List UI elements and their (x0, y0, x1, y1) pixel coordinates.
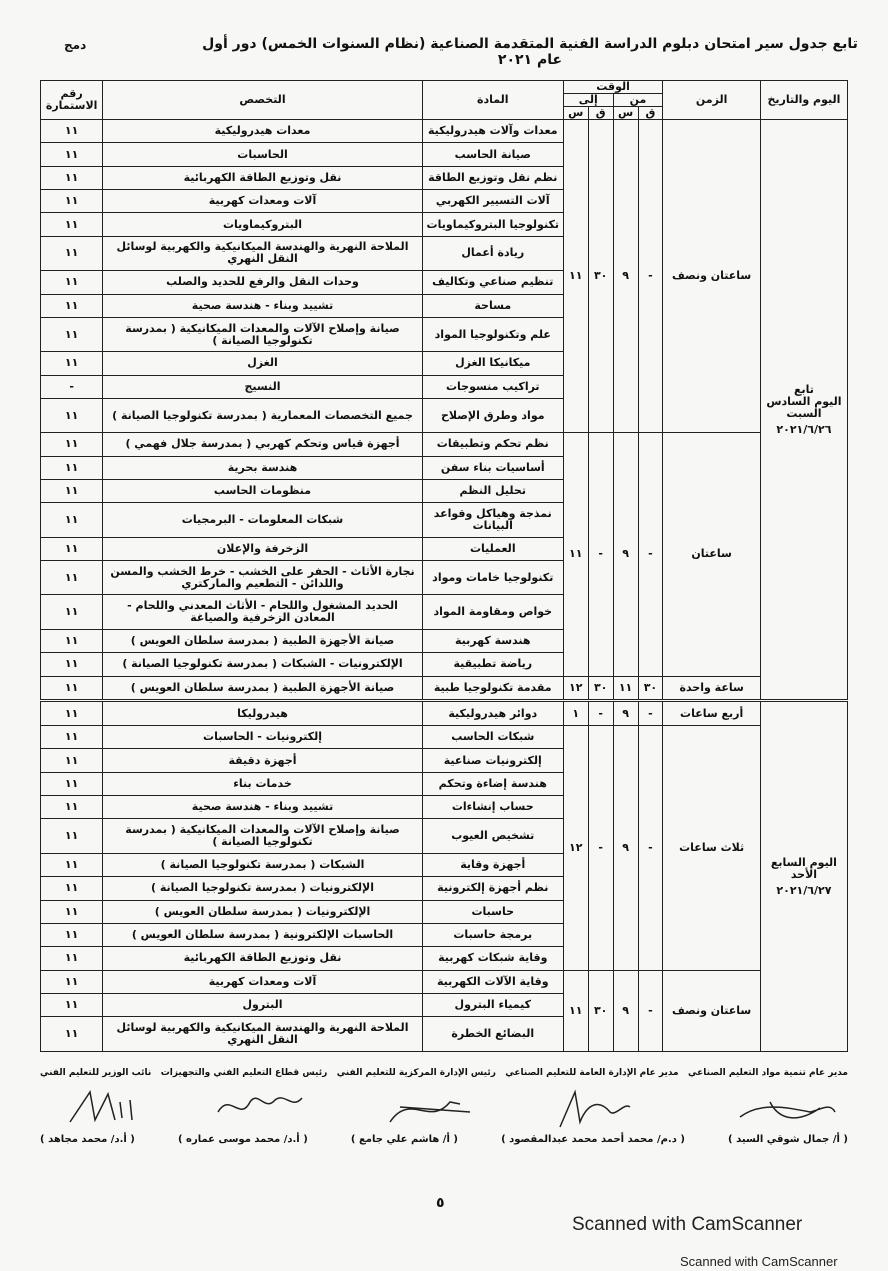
form-number-cell: ١١ (41, 271, 103, 294)
header-duration: الزمن (663, 81, 760, 120)
subject-cell: مساحة (422, 294, 563, 317)
form-number-cell: ١١ (41, 352, 103, 375)
to-hours: ١٢ (563, 726, 588, 971)
form-number-cell: ١١ (41, 629, 103, 652)
to-minutes: - (588, 433, 613, 676)
subject-cell: إلكترونيات صناعية (422, 749, 563, 772)
day-cell-saturday (760, 120, 847, 701)
specialization-cell: الإلكترونيات ( بمدرسة تكنولوجيا الصيانة ) (103, 877, 422, 900)
subject-cell: أساسيات بناء سفن (422, 456, 563, 479)
from-minutes: - (638, 726, 663, 971)
from-minutes: ٣٠ (638, 676, 663, 701)
table-row (41, 970, 848, 993)
specialization-cell: تشييد وبناء - هندسة صحية (103, 294, 422, 317)
to-hours: ١١ (563, 970, 588, 1051)
duration-cell: أربع ساعات (663, 701, 760, 726)
table-row (41, 676, 848, 701)
to-minutes: ٣٠ (588, 970, 613, 1051)
page-title: تابع جدول سير امتحان دبلوم الدراسة الفنية المتقدمة الصناعية (نظام السنوات الخمس) دور أول عام ٢٠٢١ (202, 36, 858, 68)
subject-cell: تشخيص العيوب (422, 819, 563, 853)
form-number-cell: ١١ (41, 456, 103, 479)
from-hours: ٩ (613, 970, 638, 1051)
subject-cell: تراكيب منسوجات (422, 375, 563, 398)
specialization-cell: صيانة وإصلاح الآلات والمعدات الميكانيكية ( بمدرسة تكنولوجيا الصيانة ) (103, 819, 422, 853)
subject-cell: ميكانيكا الغزل (422, 352, 563, 375)
signature-name: ( أ.د/ محمد مجاهد ) (40, 1134, 135, 1145)
subject-cell: معدات وآلات هيدروليكية (422, 120, 563, 143)
specialization-cell: جميع التخصصات المعمارية ( بمدرسة تكنولوجيا الصيانة ) (103, 398, 422, 432)
subject-cell: أجهزة وقاية (422, 853, 563, 876)
signature-mark-3 (380, 1082, 480, 1132)
day-date: ٢٠٢١/٦/٢٧ (776, 883, 832, 897)
form-number-cell: ١١ (41, 143, 103, 166)
subject-cell: نظم نقل وتوزيع الطاقة (422, 166, 563, 189)
table-row (41, 120, 848, 143)
signature-name: ( أ/ جمال شوقي السيد ) (728, 1134, 848, 1145)
signature-title: رئيس قطاع التعليم الفني والتجهيزات (160, 1068, 328, 1078)
subject-cell: خواص ومقاومة المواد (422, 595, 563, 629)
specialization-cell: معدات هيدروليكية (103, 120, 422, 143)
signature-title: مدير عام الإدارة العامة للتعليم الصناعي (505, 1068, 679, 1078)
signature-name: ( د.م/ محمد أحمد محمد عبدالمقصود ) (501, 1134, 685, 1145)
header-form-number: رقم الاستمارة (41, 81, 103, 120)
form-number-cell: ١١ (41, 190, 103, 213)
specialization-cell: نقل وتوزيع الطاقة الكهربائية (103, 947, 422, 970)
specialization-cell: الملاحة النهرية والهندسة الميكانيكية والكهربية لوسائل النقل النهري (103, 236, 422, 270)
form-number-cell: ١١ (41, 503, 103, 537)
specialization-cell: الإلكترونيات - الشبكات ( بمدرسة تكنولوجيا الصيانة ) (103, 653, 422, 676)
signature-area (40, 1068, 848, 1178)
specialization-cell: وحدات النقل والرفع للحديد والصلب (103, 271, 422, 294)
form-number-cell: ١١ (41, 317, 103, 351)
specialization-cell: نقل وتوزيع الطاقة الكهربائية (103, 166, 422, 189)
camscanner-watermark-small: Scanned with CamScanner (680, 1254, 838, 1269)
subject-cell: علم وتكنولوجيا المواد (422, 317, 563, 351)
form-number-cell: ١١ (41, 398, 103, 432)
header-to-q: ق (588, 107, 613, 120)
specialization-cell: صيانة الأجهزة الطبية ( بمدرسة سلطان العويس ) (103, 676, 422, 701)
form-number-cell: ١١ (41, 595, 103, 629)
subject-cell: نظم أجهزة إلكترونية (422, 877, 563, 900)
from-minutes: - (638, 120, 663, 433)
to-minutes: ٣٠ (588, 676, 613, 701)
subject-cell: البضائع الخطرة (422, 1017, 563, 1052)
table-row (41, 726, 848, 749)
form-number-cell: ١١ (41, 166, 103, 189)
table-row (41, 701, 848, 726)
specialization-cell: آلات ومعدات كهربية (103, 970, 422, 993)
specialization-cell: خدمات بناء (103, 772, 422, 795)
subject-cell: نمذجة وهياكل وقواعد البيانات (422, 503, 563, 537)
subject-cell: نظم تحكم وتطبيقات (422, 433, 563, 456)
form-number-cell: ١١ (41, 900, 103, 923)
table-row (41, 433, 848, 456)
signature-mark-2 (540, 1082, 640, 1132)
form-number-cell: ١١ (41, 749, 103, 772)
to-minutes: - (588, 726, 613, 971)
subject-cell: مقدمة تكنولوجيا طبية (422, 676, 563, 701)
header-from: من (613, 94, 663, 107)
form-number-cell: ١١ (41, 120, 103, 143)
form-number-cell: ١١ (41, 653, 103, 676)
from-hours: ١١ (613, 676, 638, 701)
signature-name: ( أ/ هاشم علي جامع ) (350, 1134, 458, 1145)
specialization-cell: آلات ومعدات كهربية (103, 190, 422, 213)
subject-cell: برمجة حاسبات (422, 923, 563, 946)
from-hours: ٩ (613, 726, 638, 971)
day-date: ٢٠٢١/٦/٢٦ (776, 422, 832, 436)
form-number-cell: ١١ (41, 480, 103, 503)
subject-cell: وقاية شبكات كهربية (422, 947, 563, 970)
subject-cell: حاسبات (422, 900, 563, 923)
signature-title: رئيس الإدارة المركزية للتعليم الفني (336, 1068, 496, 1078)
header-time: الوقت (563, 81, 663, 94)
specialization-cell: الإلكترونيات ( بمدرسة سلطان العويس ) (103, 900, 422, 923)
form-number-cell: ١١ (41, 970, 103, 993)
subject-cell: تنظيم صناعي وتكاليف (422, 271, 563, 294)
subject-cell: صيانة الحاسب (422, 143, 563, 166)
subject-cell: هندسة كهربية (422, 629, 563, 652)
exam-schedule-table (40, 80, 848, 1052)
to-minutes: - (588, 701, 613, 726)
specialization-cell: الحديد المشغول واللحام - الأثاث المعدني واللحام - المعادن الزخرفية والصياغة (103, 595, 422, 629)
signature-title: مدير عام تنمية مواد التعليم الصناعي (688, 1068, 848, 1078)
header-from-q: ق (638, 107, 663, 120)
form-number-cell: ١١ (41, 561, 103, 595)
page-number: ٥ (436, 1195, 445, 1211)
form-number-cell: - (41, 375, 103, 398)
signature-name: ( أ.د/ محمد موسى عماره ) (177, 1134, 308, 1145)
form-number-cell: ١١ (41, 877, 103, 900)
form-number-cell: ١١ (41, 433, 103, 456)
form-number-cell: ١١ (41, 772, 103, 795)
specialization-cell: البتروكيماويات (103, 213, 422, 236)
from-minutes: - (638, 970, 663, 1051)
duration-cell: ساعتان ونصف (663, 970, 760, 1051)
camscanner-watermark-large: Scanned with CamScanner (572, 1214, 803, 1235)
subject-cell: حساب إنشاءات (422, 796, 563, 819)
form-number-cell: ١١ (41, 993, 103, 1016)
specialization-cell: الحاسبات الإلكترونية ( بمدرسة سلطان العويس ) (103, 923, 422, 946)
form-number-cell: ١١ (41, 923, 103, 946)
specialization-cell: هندسة بحرية (103, 456, 422, 479)
day-cell-sunday (760, 701, 847, 1052)
day-line1: اليوم السابع (770, 855, 837, 869)
specialization-cell: نجارة الأثاث - الحفر على الخشب - خرط الخشب والمسن واللدائن - التطعيم والماركتري (103, 561, 422, 595)
header-to: إلى (563, 94, 613, 107)
from-hours: ٩ (613, 701, 638, 726)
specialization-cell: منظومات الحاسب (103, 480, 422, 503)
subject-cell: وقاية الآلات الكهربية (422, 970, 563, 993)
header-to-s: س (563, 107, 588, 120)
specialization-cell: الزخرفة والإعلان (103, 537, 422, 560)
header-from-s: س (613, 107, 638, 120)
subject-cell: تكنولوجيا خامات ومواد (422, 561, 563, 595)
duration-cell: ثلاث ساعات (663, 726, 760, 971)
subject-cell: تحليل النظم (422, 480, 563, 503)
form-number-cell: ١١ (41, 213, 103, 236)
form-number-cell: ١١ (41, 676, 103, 701)
specialization-cell: تشييد وبناء - هندسة صحية (103, 796, 422, 819)
form-number-cell: ١١ (41, 294, 103, 317)
merge-label: دمج (64, 38, 87, 52)
to-hours: ١٢ (563, 676, 588, 701)
subject-cell: آلات التسيير الكهربي (422, 190, 563, 213)
specialization-cell: شبكات المعلومات - البرمجيات (103, 503, 422, 537)
specialization-cell: صيانة وإصلاح الآلات والمعدات الميكانيكية ( بمدرسة تكنولوجيا الصيانة ) (103, 317, 422, 351)
form-number-cell: ١١ (41, 853, 103, 876)
from-hours: ٩ (613, 433, 638, 676)
form-number-cell: ١١ (41, 701, 103, 726)
to-hours: ١١ (563, 433, 588, 676)
header-day-date: اليوم والتاريخ (760, 81, 847, 120)
subject-cell: ريادة أعمال (422, 236, 563, 270)
signature-title: نائب الوزير للتعليم الفني (40, 1068, 152, 1078)
form-number-cell: ١١ (41, 537, 103, 560)
specialization-cell: الشبكات ( بمدرسة تكنولوجيا الصيانة ) (103, 853, 422, 876)
to-hours: ١ (563, 701, 588, 726)
duration-cell: ساعتان (663, 433, 760, 676)
specialization-cell: أجهزة دقيقة (103, 749, 422, 772)
signature-mark-4 (210, 1082, 310, 1132)
form-number-cell: ١١ (41, 796, 103, 819)
day-line2: الأحد (790, 867, 818, 881)
form-number-cell: ١١ (41, 947, 103, 970)
subject-cell: دوائر هيدروليكية (422, 701, 563, 726)
signature-mark-1 (730, 1082, 840, 1132)
specialization-cell: الغزل (103, 352, 422, 375)
header-subject: المادة (422, 81, 563, 120)
from-minutes: - (638, 433, 663, 676)
signature-mark-5 (60, 1082, 160, 1132)
subject-cell: هندسة إضاءة وتحكم (422, 772, 563, 795)
day-line2: اليوم السادس (766, 394, 842, 408)
specialization-cell: النسيج (103, 375, 422, 398)
day-line3: السبت (786, 406, 822, 420)
header-specialization: التخصص (103, 81, 422, 120)
subject-cell: رياضة تطبيقية (422, 653, 563, 676)
specialization-cell: صيانة الأجهزة الطبية ( بمدرسة سلطان العويس ) (103, 629, 422, 652)
specialization-cell: أجهزة قياس وتحكم كهربي ( بمدرسة جلال فهمي ) (103, 433, 422, 456)
specialization-cell: البترول (103, 993, 422, 1016)
subject-cell: كيمياء البترول (422, 993, 563, 1016)
form-number-cell: ١١ (41, 1017, 103, 1052)
from-minutes: - (638, 701, 663, 726)
to-minutes: ٣٠ (588, 120, 613, 433)
subject-cell: مواد وطرق الإصلاح (422, 398, 563, 432)
subject-cell: العمليات (422, 537, 563, 560)
specialization-cell: إلكترونيات - الحاسبات (103, 726, 422, 749)
specialization-cell: الملاحة النهرية والهندسة الميكانيكية والكهربية لوسائل النقل النهري (103, 1017, 422, 1052)
day-line1: تابع (793, 382, 814, 396)
form-number-cell: ١١ (41, 726, 103, 749)
duration-cell: ساعة واحدة (663, 676, 760, 701)
duration-cell: ساعتان ونصف (663, 120, 760, 433)
from-hours: ٩ (613, 120, 638, 433)
form-number-cell: ١١ (41, 236, 103, 270)
subject-cell: شبكات الحاسب (422, 726, 563, 749)
subject-cell: تكنولوجيا البتروكيماويات (422, 213, 563, 236)
form-number-cell: ١١ (41, 819, 103, 853)
specialization-cell: الحاسبات (103, 143, 422, 166)
to-hours: ١١ (563, 120, 588, 433)
specialization-cell: هيدروليكا (103, 701, 422, 726)
